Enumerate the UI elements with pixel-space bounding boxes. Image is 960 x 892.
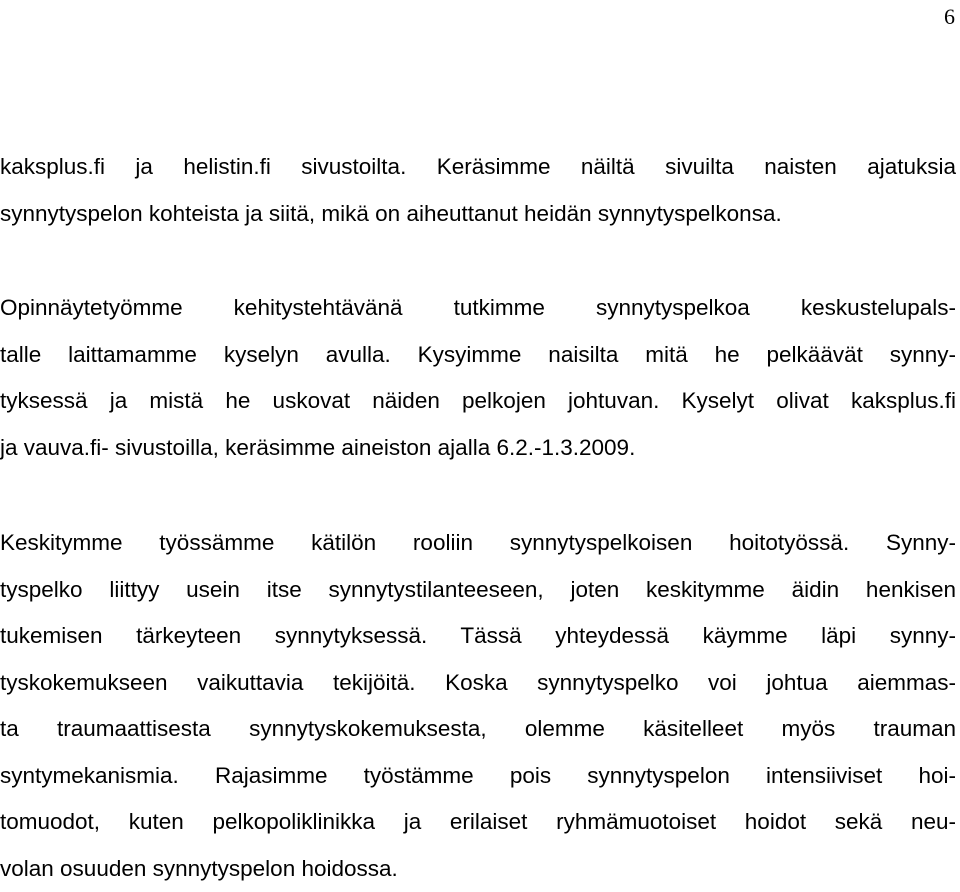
text-line: tukemisen tärkeyteen synnytyksessä. Tässä yhteydessä käymme läpi synny- [0, 613, 956, 660]
text-line: tyspelko liittyy usein itse synnytystilanteeseen, joten keskitymme äidin henkisen [0, 567, 956, 614]
text-line: ta traumaattisesta synnytyskokemuksesta, olemme käsitelleet myös trauman [0, 706, 956, 753]
text-line: tomuodot, kuten pelkopoliklinikka ja erilaiset ryhmämuotoiset hoidot sekä neu- [0, 799, 956, 846]
text-line: volan osuuden synnytyspelon hoidossa. [0, 846, 956, 892]
text-line: kaksplus.fi ja helistin.fi sivustoilta. Keräsimme näiltä sivuilta naisten ajatuksia [0, 144, 956, 191]
paragraph-2 [0, 285, 956, 471]
paragraph-3 [0, 520, 956, 892]
text-line: tyksessä ja mistä he uskovat näiden pelkojen johtuvan. Kyselyt olivat kaksplus.fi [0, 378, 956, 425]
text-line: Opinnäytetyömme kehitystehtävänä tutkimme synnytyspelkoa keskustelupals- [0, 285, 956, 332]
page-number: 6 [944, 0, 955, 34]
text-line: talle laittamamme kyselyn avulla. Kysyimme naisilta mitä he pelkäävät synny- [0, 332, 956, 379]
paragraph-1 [0, 144, 956, 237]
text-line: syntymekanismia. Rajasimme työstämme pois synnytyspelon intensiiviset hoi- [0, 753, 956, 800]
text-line: Keskitymme työssämme kätilön rooliin synnytyspelkoisen hoitotyössä. Synny- [0, 520, 956, 567]
text-line: ja vauva.fi- sivustoilla, keräsimme aineiston ajalla 6.2.-1.3.2009. [0, 425, 956, 472]
text-line: tyskokemukseen vaikuttavia tekijöitä. Koska synnytyspelko voi johtua aiemmas- [0, 660, 956, 707]
text-line: synnytyspelon kohteista ja siitä, mikä on aiheuttanut heidän synnytyspelkonsa. [0, 191, 956, 238]
